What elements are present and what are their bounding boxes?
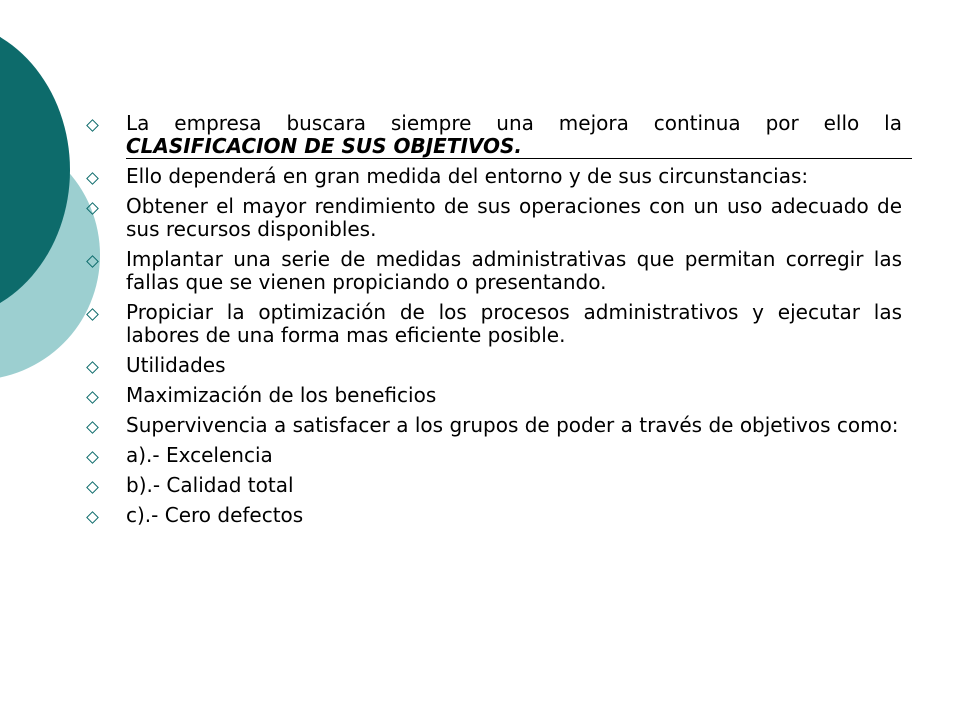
bullet-item xyxy=(84,414,902,437)
bullet-content xyxy=(84,112,902,534)
bullet-item xyxy=(84,474,902,497)
diamond-bullet-icon xyxy=(86,391,99,404)
bullet-text: Propiciar la optimización de los procesos administrativos y ejecutar las labores de una forma mas eficiente posible. xyxy=(126,300,902,347)
bullet-item xyxy=(84,444,902,467)
bullet-item xyxy=(84,504,902,527)
diamond-bullet-icon xyxy=(86,202,99,215)
bullet-text: Supervivencia a satisfacer a los grupos de poder a través de objetivos como: xyxy=(126,413,899,437)
bullet-text: La empresa buscara siempre una mejora continua por ello la xyxy=(126,111,902,135)
diamond-bullet-icon xyxy=(86,481,99,494)
bullet-item xyxy=(84,165,902,188)
diamond-bullet-icon xyxy=(86,511,99,524)
bullet-text: Obtener el mayor rendimiento de sus operaciones con un uso adecuado de sus recursos disponibles. xyxy=(126,194,902,241)
bullet-list xyxy=(84,112,902,527)
diamond-bullet-icon xyxy=(86,421,99,434)
bullet-text: Implantar una serie de medidas administrativas que permitan corregir las fallas que se vienen propiciando o presentando. xyxy=(126,247,902,294)
bullet-item xyxy=(84,384,902,407)
diamond-bullet-icon xyxy=(86,308,99,321)
bullet-item xyxy=(84,195,902,241)
bullet-text: c).- Cero defectos xyxy=(126,503,304,527)
bullet-text: Ello dependerá en gran medida del entorno y de sus circunstancias: xyxy=(126,164,809,188)
bullet-item xyxy=(84,112,902,158)
diamond-bullet-icon xyxy=(86,119,99,132)
bullet-item xyxy=(84,354,902,377)
bullet-text: a).- Excelencia xyxy=(126,443,273,467)
bullet-item xyxy=(84,248,902,294)
bullet-text: b).- Calidad total xyxy=(126,473,294,497)
bullet-item xyxy=(84,301,902,347)
diamond-bullet-icon xyxy=(86,451,99,464)
bullet-text: Maximización de los beneficios xyxy=(126,383,437,407)
bullet-emphasis: CLASIFICACION DE SUS OBJETIVOS. xyxy=(126,134,523,158)
diamond-bullet-icon xyxy=(86,255,99,268)
diamond-bullet-icon xyxy=(86,361,99,374)
bullet-text: Utilidades xyxy=(126,353,226,377)
diamond-bullet-icon xyxy=(86,172,99,185)
